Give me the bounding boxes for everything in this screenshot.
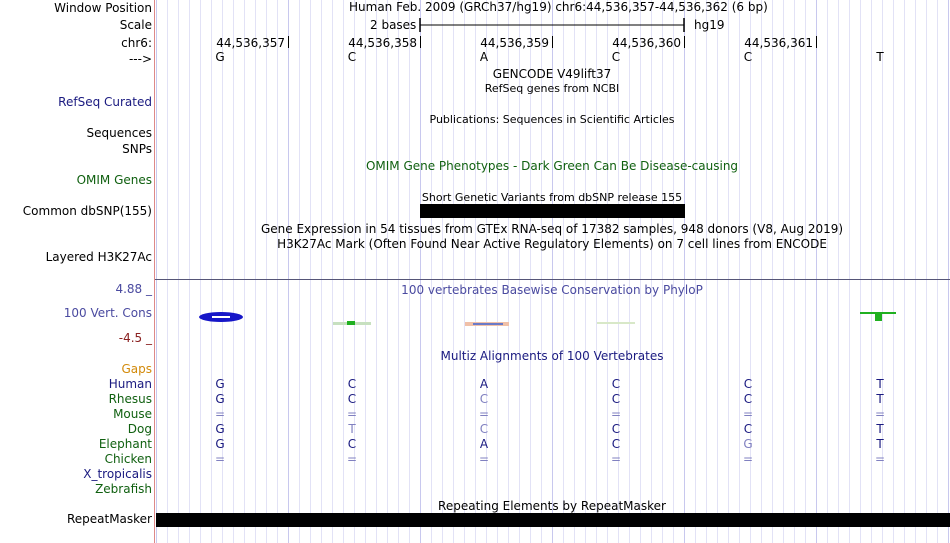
alignment-base: C [347, 437, 357, 451]
alignment-base: = [478, 407, 490, 421]
coordinate-label: 44,536,361 [744, 36, 813, 50]
alignment-base: T [876, 437, 884, 451]
track-label-dbsnp[interactable]: Common dbSNP(155) [22, 204, 152, 218]
track-label-sequences[interactable]: Sequences [86, 126, 152, 140]
coordinate-tick [288, 36, 289, 48]
label-chrom: chr6: [121, 36, 152, 50]
alignment-base: A [479, 437, 489, 451]
reference-base: C [347, 50, 357, 64]
coordinate-tick [816, 36, 817, 48]
alignment-base: C [347, 392, 357, 406]
species-label-human[interactable]: Human [108, 377, 152, 391]
alignment-base: T [876, 392, 884, 406]
alignment-base: C [743, 422, 753, 436]
alignment-base: G [215, 377, 225, 391]
alignment-base: = [610, 452, 622, 466]
alignment-base: G [215, 392, 225, 406]
species-label-elephant[interactable]: Elephant [98, 437, 152, 451]
coordinate-tick [552, 36, 553, 48]
reference-base: A [479, 50, 489, 64]
alignment-base: C [743, 392, 753, 406]
reference-base: C [611, 50, 621, 64]
gencode-track-title[interactable]: GENCODE V49lift37 [492, 67, 612, 81]
omim-desc: OMIM Gene Phenotypes - Dark Green Can Be Disease-causing [365, 159, 739, 173]
alignment-base: G [215, 437, 225, 451]
alignment-base: = [478, 452, 490, 466]
dbsnp-feature-bar[interactable] [420, 204, 685, 218]
coordinate-label: 44,536,359 [480, 36, 549, 50]
species-label-mouse[interactable]: Mouse [113, 407, 152, 421]
track-label-cons[interactable]: 100 Vert. Cons [63, 306, 152, 320]
track-label-h3k27ac[interactable]: Layered H3K27Ac [45, 250, 152, 264]
alignment-base: = [214, 407, 226, 421]
phylop-graph [155, 300, 950, 340]
repeat-desc: Repeating Elements by RepeatMasker [438, 499, 666, 513]
coordinate-tick [420, 36, 421, 48]
track-divider [155, 279, 950, 280]
repeatmasker-feature-bar[interactable] [156, 513, 950, 527]
label-strand[interactable]: ---> [128, 52, 152, 66]
label-scale: Scale [119, 18, 152, 32]
label-separator [154, 0, 155, 543]
alignment-base: = [610, 407, 622, 421]
species-label-rhesus[interactable]: Rhesus [108, 392, 152, 406]
alignment-base: C [611, 437, 621, 451]
alignment-base: C [611, 377, 621, 391]
reference-base: T [876, 50, 884, 64]
alignment-base: G [743, 437, 753, 451]
track-label-gaps[interactable]: Gaps [121, 362, 152, 376]
alignment-base: = [874, 407, 886, 421]
phylop-desc: 100 vertebrates Basewise Conservation by PhyloP [401, 283, 703, 297]
track-label-repeatmasker[interactable]: RepeatMasker [66, 512, 152, 526]
scale-text: 2 bases [370, 18, 417, 32]
cons-min-label: -4.5 _ [118, 331, 152, 345]
track-label-refseq[interactable]: RefSeq Curated [58, 95, 152, 109]
position-text: Human Feb. 2009 (GRCh37/hg19) chr6:44,536,357-44,536,362 (6 bp) [349, 0, 768, 14]
coordinate-tick [684, 36, 685, 48]
species-label-chicken[interactable]: Chicken [104, 452, 152, 466]
reference-base: C [743, 50, 753, 64]
track-label-snps[interactable]: SNPs [122, 142, 152, 156]
alignment-base: = [346, 452, 358, 466]
alignment-base: = [874, 452, 886, 466]
alignment-base: C [611, 392, 621, 406]
coordinate-label: 44,536,360 [612, 36, 681, 50]
h3k27ac-desc: H3K27Ac Mark (Often Found Near Active Regulatory Elements) on 7 cell lines from ENCODE [277, 237, 827, 251]
label-window-position: Window Position [54, 1, 152, 15]
multiz-desc: Multiz Alignments of 100 Vertebrates [440, 349, 664, 363]
alignment-base: = [214, 452, 226, 466]
alignment-base: = [742, 452, 754, 466]
refseq-desc: RefSeq genes from NCBI [484, 82, 620, 95]
cons-max-label: 4.88 _ [115, 282, 152, 296]
coordinate-label: 44,536,357 [216, 36, 285, 50]
alignment-base: T [348, 422, 356, 436]
alignment-base: C [611, 422, 621, 436]
phylop-logo-c2 [597, 322, 635, 324]
alignment-base: = [346, 407, 358, 421]
reference-base: G [215, 50, 225, 64]
alignment-base: G [215, 422, 225, 436]
species-label-x_tropicalis[interactable]: X_tropicalis [83, 467, 152, 481]
alignment-base: T [876, 422, 884, 436]
coordinate-label: 44,536,358 [348, 36, 417, 50]
track-label-omim[interactable]: OMIM Genes [76, 173, 152, 187]
scale-bar [419, 17, 687, 33]
gtex-desc: Gene Expression in 54 tissues from GTEx RNA-seq of 17382 samples, 948 donors (V8, Aug 2019) [260, 222, 844, 236]
species-label-zebrafish[interactable]: Zebrafish [95, 482, 152, 496]
publications-desc: Publications: Sequences in Scientific Articles [429, 113, 675, 126]
alignment-base: C [479, 392, 489, 406]
assembly-label: hg19 [694, 18, 725, 32]
alignment-base: C [743, 377, 753, 391]
alignment-base: T [876, 377, 884, 391]
alignment-base: C [347, 377, 357, 391]
species-label-dog[interactable]: Dog [127, 422, 152, 436]
alignment-base: C [479, 422, 489, 436]
alignment-base: = [742, 407, 754, 421]
alignment-base: A [479, 377, 489, 391]
dbsnp-desc: Short Genetic Variants from dbSNP release 155 [421, 191, 683, 204]
